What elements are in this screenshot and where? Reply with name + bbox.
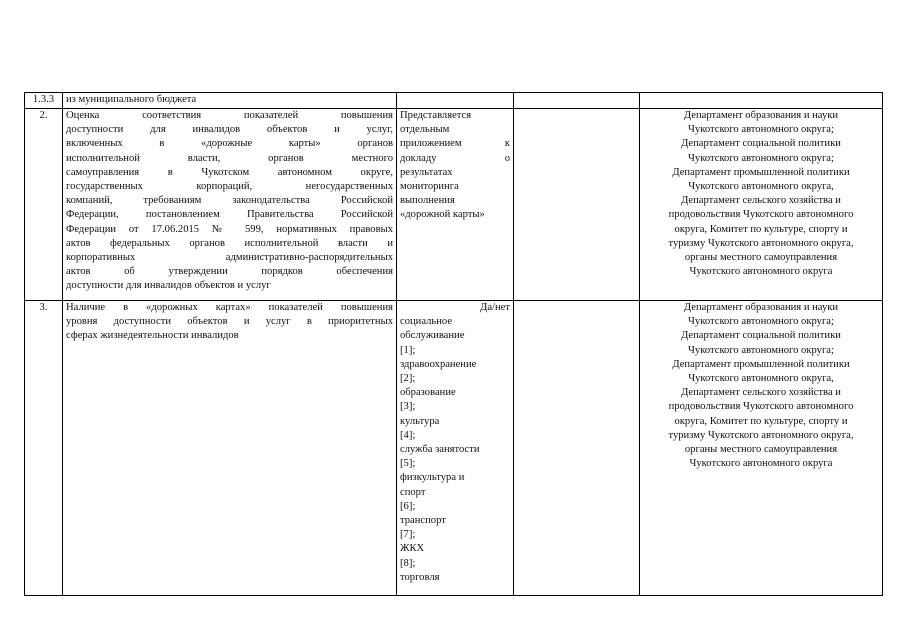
unit-line: «дорожной карты» xyxy=(400,209,485,221)
indicator-line: актов федеральных органов исполнительной власти и xyxy=(66,237,393,249)
unit-line: служба занятости xyxy=(400,444,480,456)
unit-line: обслуживание xyxy=(400,330,465,342)
value-cell xyxy=(514,109,640,301)
responsible-line: Департамент промышленной политики xyxy=(672,358,850,370)
table-row xyxy=(25,109,883,301)
responsible-cell xyxy=(640,93,883,109)
indicator-cell: из муниципального бюджета xyxy=(63,93,397,109)
indicator-line: доступности для инвалидов объектов и услуг xyxy=(66,280,271,292)
unit-line: [3]; xyxy=(400,401,416,413)
responsible-line: Департамент социальной политики xyxy=(681,330,841,342)
responsible-line: туризму Чукотского автономного округа, xyxy=(668,237,854,249)
indicator-line: включенных в «дорожные карты» органов xyxy=(66,138,393,150)
responsible-line: органы местного самоуправления xyxy=(684,444,838,456)
indicator-line: Оценка соответствия показателей повышения xyxy=(66,110,393,121)
indicator-line: Федерации от 17.06.2015 № 599, нормативных правовых xyxy=(66,223,393,235)
unit-line: культура xyxy=(400,415,440,427)
indicator-cell xyxy=(63,109,397,301)
unit-line: физкультура и xyxy=(400,472,465,484)
unit-line: [8]; xyxy=(400,557,416,569)
responsible-line: Чукотского автономного округа; xyxy=(688,344,834,356)
indicator-line: доступности для инвалидов объектов и услуг, xyxy=(66,124,393,136)
unit-line: социальное xyxy=(400,316,453,328)
responsible-line: Чукотского автономного округа, xyxy=(688,181,834,193)
unit-line: [2]; xyxy=(400,373,416,385)
responsible-line: Департамент сельского хозяйства и xyxy=(681,195,841,207)
indicator-cell xyxy=(63,301,397,596)
responsible-line: Департамент промышленной политики xyxy=(672,166,850,178)
table-row xyxy=(25,301,883,596)
unit-line: результатах xyxy=(400,166,453,178)
unit-line: [4]; xyxy=(400,429,416,441)
unit-line: [5]; xyxy=(400,458,416,470)
responsible-line: продовольствия Чукотского автономного xyxy=(668,401,854,413)
indicator-line: самоуправления в Чукотском автономном округе, xyxy=(66,166,393,178)
responsible-line: туризму Чукотского автономного округа, xyxy=(668,429,854,441)
unit-line: [7]; xyxy=(400,529,416,541)
indicator-line: Наличие в «дорожных картах» показателей повышения xyxy=(66,302,393,313)
unit-line: отдельным xyxy=(400,124,450,136)
responsible-cell xyxy=(640,109,883,301)
unit-line: [6]; xyxy=(400,500,416,512)
unit-line: мониторинга xyxy=(400,181,459,193)
unit-line: Представляется xyxy=(400,110,472,121)
unit-line: докладу о xyxy=(400,152,510,164)
indicators-table xyxy=(24,92,883,596)
responsible-line: Департамент образования и науки xyxy=(683,110,839,121)
responsible-line: Чукотского автономного округа xyxy=(689,458,833,470)
unit-line: образование xyxy=(400,387,456,399)
value-cell xyxy=(514,301,640,596)
responsible-line: Чукотского автономного округа; xyxy=(688,124,834,136)
responsible-line: Чукотского автономного округа, xyxy=(688,373,834,385)
unit-line: торговля xyxy=(400,571,440,583)
indicator-line: корпоративных административно-распорядительных xyxy=(66,252,393,264)
responsible-line: Чукотского автономного округа; xyxy=(688,316,834,328)
unit-line: приложением к xyxy=(400,138,510,150)
unit-cell xyxy=(397,109,514,301)
indicator-line: компаний, требованиям законодательства Российской xyxy=(66,195,393,207)
responsible-line: Чукотского автономного округа xyxy=(689,266,833,278)
unit-cell xyxy=(397,301,514,596)
indicator-line: уровня доступности объектов и услуг в приоритетных xyxy=(66,316,393,328)
table-row xyxy=(25,93,883,109)
responsible-line: округа, Комитет по культуре, спорту и xyxy=(674,223,848,235)
indicator-line: исполнительной власти, органов местного xyxy=(66,152,393,164)
responsible-line: Чукотского автономного округа; xyxy=(688,152,834,164)
unit-line: ЖКХ xyxy=(400,543,425,555)
unit-line: спорт xyxy=(400,486,426,498)
indicator-line: Федерации, постановлением Правительства Российской xyxy=(66,209,393,221)
unit-line: [1]; xyxy=(400,344,416,356)
responsible-line: Департамент образования и науки xyxy=(683,302,839,313)
responsible-line: Департамент социальной политики xyxy=(681,138,841,150)
row-number: 2. xyxy=(25,109,63,301)
responsible-line: Департамент сельского хозяйства и xyxy=(681,387,841,399)
unit-line: транспорт xyxy=(400,515,446,527)
row-number: 3. xyxy=(25,301,63,596)
responsible-line: продовольствия Чукотского автономного xyxy=(668,209,854,221)
row-number: 1.3.3 xyxy=(25,93,63,109)
responsible-line: органы местного самоуправления xyxy=(684,252,838,264)
responsible-line: округа, Комитет по культуре, спорту и xyxy=(674,415,848,427)
unit-cell xyxy=(397,93,514,109)
unit-lead: Да/нет xyxy=(480,302,510,313)
value-cell xyxy=(514,93,640,109)
unit-line: здравоохранение xyxy=(400,358,477,370)
indicator-line: сферах жизнедеятельности инвалидов xyxy=(66,330,239,342)
indicator-line: государственных корпораций, негосударственных xyxy=(66,181,393,193)
responsible-cell xyxy=(640,301,883,596)
unit-line: выполнения xyxy=(400,195,455,207)
indicator-line: актов об утверждении порядков обеспечения xyxy=(66,266,393,278)
